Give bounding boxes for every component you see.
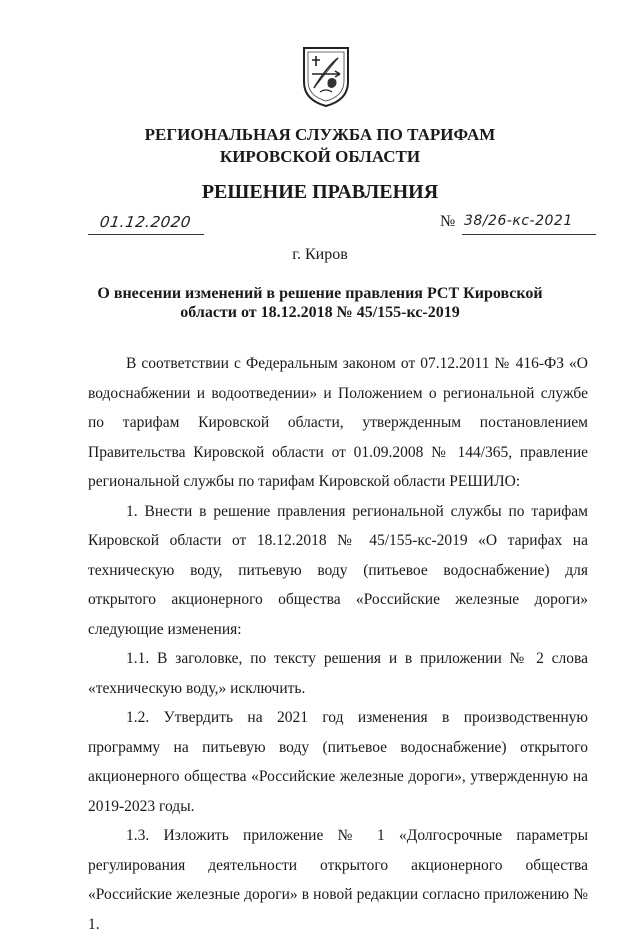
decision-subject (80, 284, 560, 322)
document-body (88, 349, 588, 939)
decision-number-value: 38/26-кс-2021 (464, 213, 573, 229)
organization-title-line1: РЕГИОНАЛЬНАЯ СЛУЖБА ПО ТАРИФАМ (144, 125, 496, 144)
decision-date (88, 213, 204, 235)
paragraph-preamble: В соответствии с Федеральным законом от 07.12.2011 № 416-ФЗ «О водоснабжении и водоотведении» и Положением о региональной службе по тарифам Кировской области, утвержденным постановлением Правительства Кировской области от 01.09.2008 № 144/365, правление региональной службы по тарифам Кировской области РЕШИЛО: (88, 355, 588, 490)
subject-line2: области от 18.12.2018 № 45/155-кс-2019 (180, 304, 460, 321)
number-sign: № (440, 213, 456, 230)
document-type-title: РЕШЕНИЕ ПРАВЛЕНИЯ (201, 181, 439, 203)
paragraph-item-1-1: 1.1. В заголовке, по тексту решения и в приложении № 2 слова «техническую воду,» исключить. (88, 650, 588, 697)
number-underline (462, 234, 596, 235)
subject-line1: О внесении изменений в решение правления РСТ Кировской (97, 285, 543, 302)
organization-title (0, 124, 640, 168)
paragraph-item-1-2: 1.2. Утвердить на 2021 год изменения в производственную программу на питьевую воду (питьевое водоснабжение) открытого акционерного общества «Российские железные дороги», утвержденную на 2019-2023 годы. (88, 709, 588, 815)
decision-date-value: 01.12.2020 (98, 213, 193, 231)
organization-title-line2: КИРОВСКОЙ ОБЛАСТИ (219, 147, 421, 166)
date-underline (88, 234, 204, 235)
paragraph-item-1-3: 1.3. Изложить приложение № 1 «Долгосрочные параметры регулирования деятельности открытого акционерного общества «Российские железные дороги» в новой редакции согласно приложению № 1. (88, 827, 588, 933)
coat-of-arms-icon (298, 44, 354, 108)
paragraph-item-1: 1. Внести в решение правления региональной службы по тарифам Кировской области от 18.12.2018 № 45/155-кс-2019 «О тарифах на техническую воду, питьевую воду (питьевое водоснабжение) для открытого акционерного общества «Российские железные дороги» следующие изменения: (88, 502, 588, 638)
decision-number (440, 213, 600, 235)
city-line: г. Киров (292, 246, 348, 263)
